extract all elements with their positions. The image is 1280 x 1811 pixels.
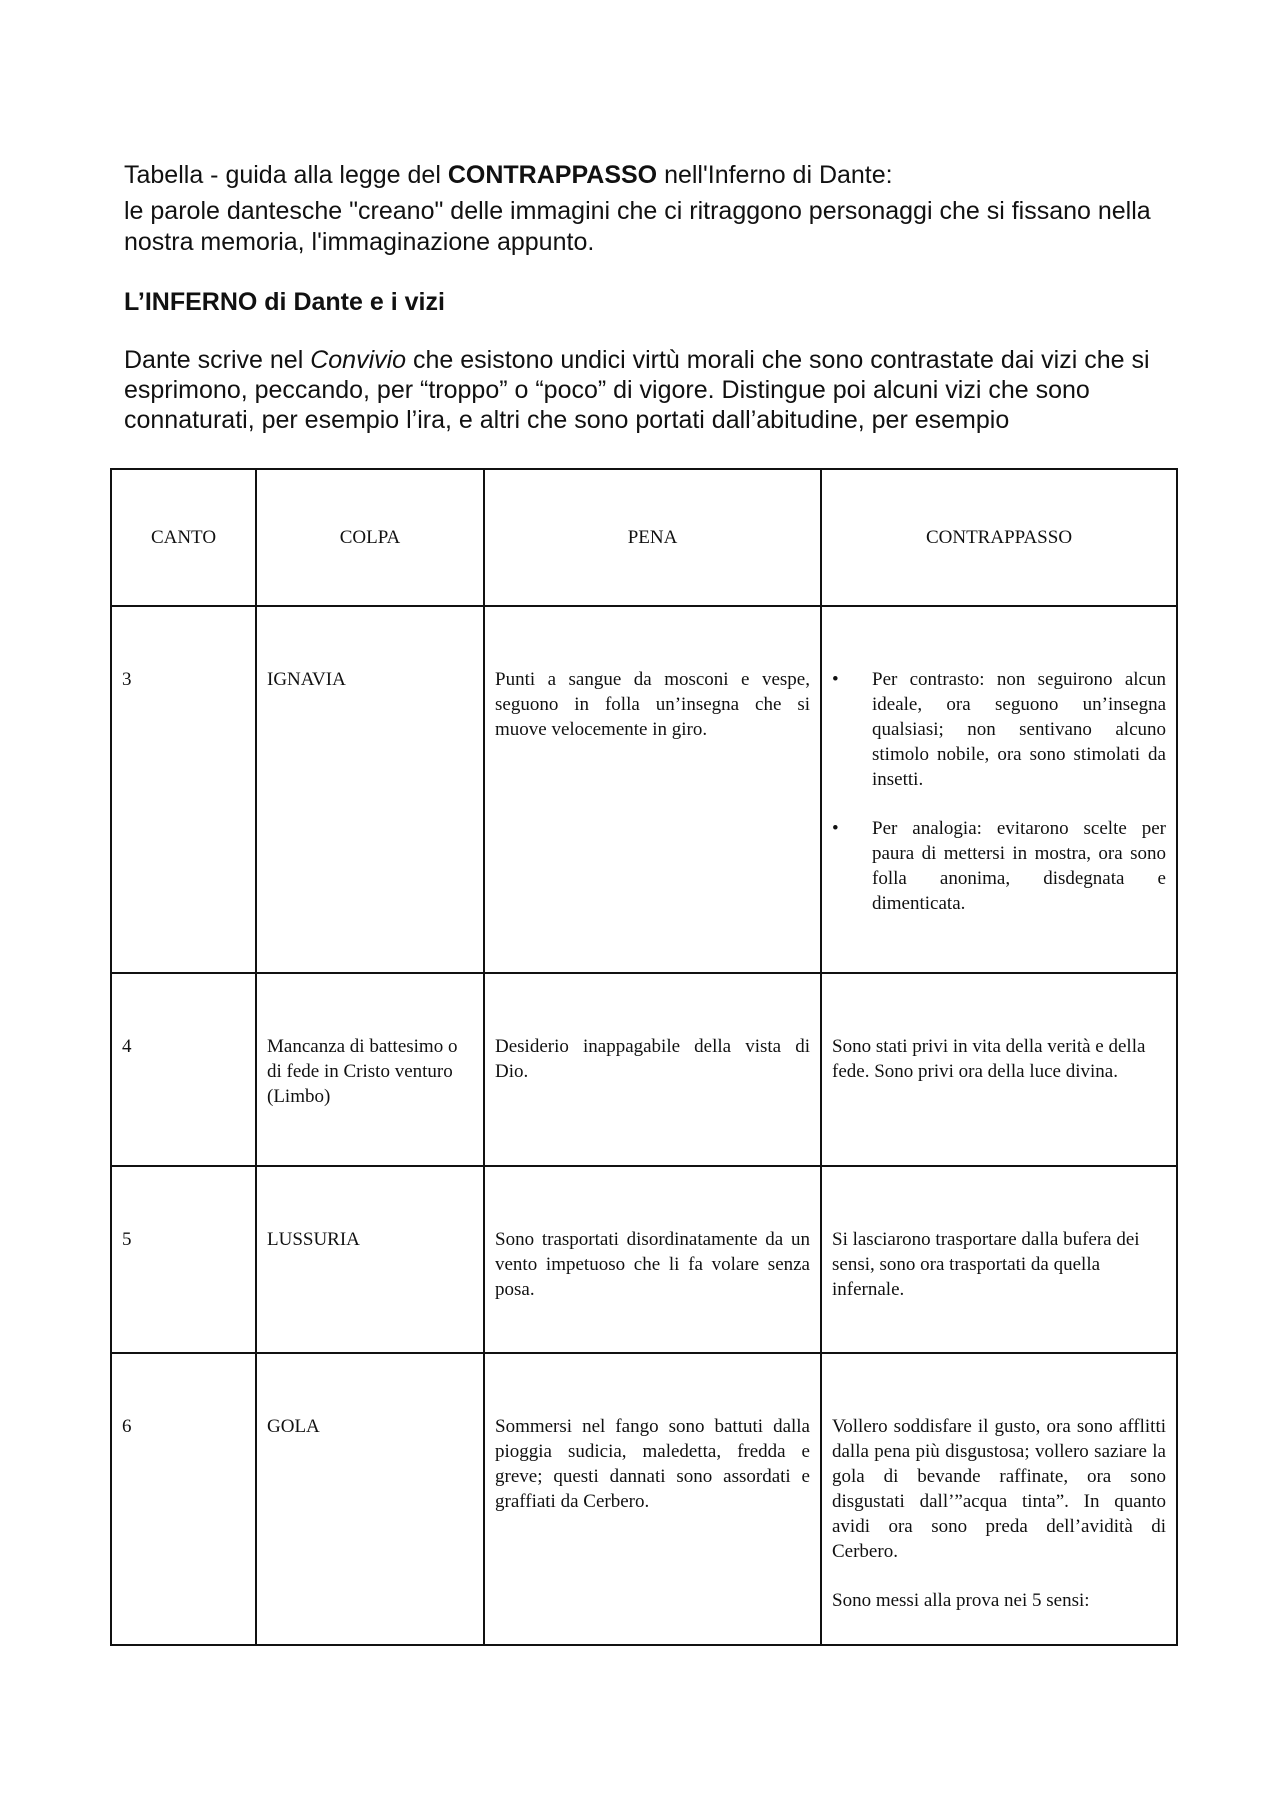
cell-canto	[111, 1166, 256, 1353]
bullet-icon: •	[832, 669, 839, 690]
intro-paragraph: le parole dantesche "creano" delle immagini che ci ritraggono personaggi che si fissano nella nostra memoria, l'immaginazione appunto.	[124, 197, 1151, 256]
cell-pena	[484, 1353, 821, 1645]
colpa-value: GOLA	[267, 1416, 320, 1437]
contrappasso-value: Vollero soddisfare il gusto, ora sono afflitti dalla pena più disgustosa; vollero saziare la gola di bevande raffinate, ora sono disgustati dall’”acqua tinta”. In quanto avidi ora sono preda dell’avidità di Cerbero.	[832, 1416, 1166, 1562]
contrappasso-value: Sono stati privi in vita della verità e della fede. Sono privi ora della luce divina.	[832, 1036, 1146, 1082]
bullet-icon: •	[832, 818, 839, 839]
colpa-value: IGNAVIA	[267, 669, 346, 690]
cell-colpa	[256, 606, 484, 973]
cell-pena	[484, 973, 821, 1166]
intro-title-keyword: CONTRAPPASSO	[447, 161, 658, 189]
pena-value: Sono trasportati disordinatamente da un vento impetuoso che li fa volare senza posa.	[495, 1229, 810, 1300]
pena-value: Sommersi nel fango sono battuti dalla pioggia sudicia, maledetta, fredda e greve; questi dannati sono assordati e graffiati da Cerbero.	[495, 1416, 810, 1512]
pena-value: Punti a sangue da mosconi e vespe, seguono in folla un’insegna che si muove velocemente in giro.	[495, 669, 810, 740]
cell-pena	[484, 1166, 821, 1353]
cell-contrappasso	[821, 973, 1177, 1166]
pena-value: Desiderio inappagabile della vista di Dio.	[495, 1036, 810, 1082]
canto-value: 3	[122, 669, 132, 690]
cell-canto	[111, 1353, 256, 1645]
cell-contrappasso	[821, 606, 1177, 973]
cell-contrappasso	[821, 1353, 1177, 1645]
list-item	[832, 667, 1166, 792]
list-item	[832, 816, 1166, 916]
table-row	[111, 606, 1177, 973]
canto-value: 5	[122, 1229, 132, 1250]
bullet-text: Per analogia: evitarono scelte per paura di mettersi in mostra, ora sono folla anonima, disdegnata e dimenticata.	[872, 818, 1166, 914]
table-row	[111, 973, 1177, 1166]
header-canto: CANTO	[111, 469, 256, 606]
section-heading: L’INFERNO di Dante e i vizi	[124, 288, 445, 316]
contrappasso-bullets	[822, 607, 1176, 950]
cell-canto	[111, 606, 256, 973]
header-pena: PENA	[484, 469, 821, 606]
body-text-italic: Convivio	[310, 346, 407, 374]
cell-colpa	[256, 1166, 484, 1353]
cell-pena	[484, 606, 821, 973]
intro-title-line	[124, 160, 893, 190]
contrappasso-extra: Sono messi alla prova nei 5 sensi:	[832, 1590, 1090, 1611]
intro-title-prefix: Tabella - guida alla legge del	[124, 161, 448, 189]
contrappasso-table	[110, 468, 1178, 1646]
cell-canto	[111, 973, 256, 1166]
header-colpa: COLPA	[256, 469, 484, 606]
bullet-text: Per contrasto: non seguirono alcun ideale, ora seguono un’insegna qualsiasi; non sentivano alcuno stimolo nobile, ora sono stimolati da insetti.	[872, 669, 1166, 790]
header-contrappasso: CONTRAPPASSO	[821, 469, 1177, 606]
cell-colpa	[256, 1353, 484, 1645]
cell-colpa	[256, 973, 484, 1166]
colpa-value: Mancanza di battesimo o di fede in Cristo venturo (Limbo)	[267, 1036, 458, 1107]
canto-value: 4	[122, 1036, 132, 1057]
colpa-value: LUSSURIA	[267, 1229, 360, 1250]
table-row	[111, 1353, 1177, 1645]
canto-value: 6	[122, 1416, 132, 1437]
contrappasso-block	[822, 1354, 1176, 1623]
table-row	[111, 1166, 1177, 1353]
body-text-suffix: che esistono undici virtù morali che sono contrastate dai vizi che si esprimono, peccando, per “troppo” o “poco” di vigore. Distingue poi alcuni vizi che sono connaturati, per esempio l’ira, e altri che sono portati dall’abitudine, per esempio	[124, 346, 1150, 434]
body-text-prefix: Dante scrive nel	[124, 346, 311, 374]
table-header-row	[111, 469, 1177, 606]
body-paragraph	[124, 345, 1184, 435]
intro-title-suffix: nell'Inferno di Dante:	[657, 161, 893, 189]
contrappasso-value: Si lasciarono trasportare dalla bufera dei sensi, sono ora trasportati da quella infernale.	[832, 1229, 1140, 1300]
cell-contrappasso	[821, 1166, 1177, 1353]
